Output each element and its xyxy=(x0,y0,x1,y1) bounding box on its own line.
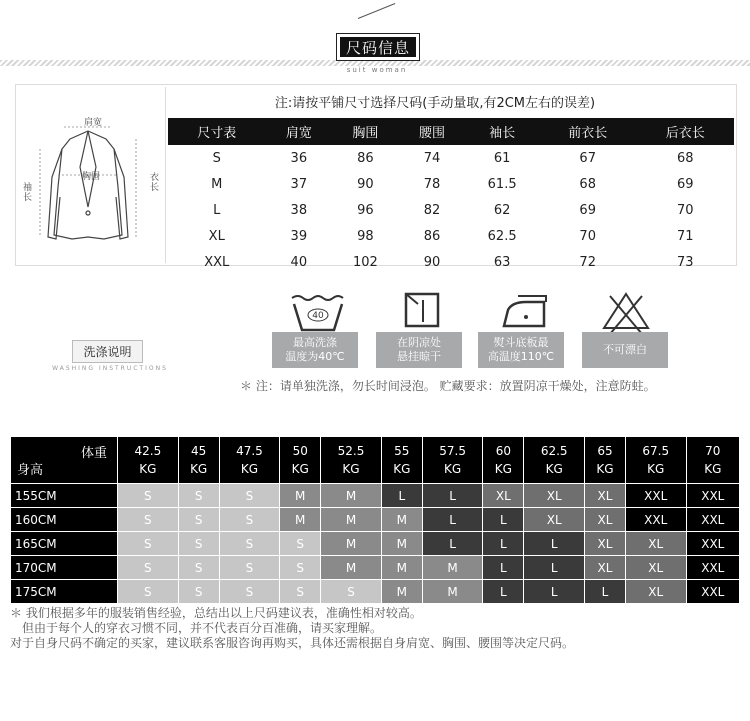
chest-label: 胸围 xyxy=(82,172,101,182)
size-table-cell: 62 xyxy=(493,202,511,218)
size-table-cell: 69 xyxy=(676,176,694,192)
size-cell: XL xyxy=(585,556,625,579)
height-row xyxy=(11,508,739,531)
size-cell: XL xyxy=(483,484,523,507)
size-cell: S xyxy=(179,532,219,555)
size-cell: S xyxy=(220,532,280,555)
weight-value: 62.5 xyxy=(540,444,568,458)
weight-unit: KG xyxy=(139,462,157,476)
weight-value: 45 xyxy=(191,444,207,458)
size-table-cell: 67 xyxy=(579,150,596,166)
weight-header xyxy=(423,437,483,483)
weight-unit: KG xyxy=(596,462,614,476)
size-cell: S xyxy=(179,580,219,603)
size-cell: S xyxy=(118,580,178,603)
size-cell: L xyxy=(382,484,422,507)
size-cell: L xyxy=(483,532,523,555)
shade-dry-box: 在阴凉处 悬挂晾干 xyxy=(376,332,462,368)
size-cell: M xyxy=(321,556,381,579)
size-cell: XL xyxy=(524,508,584,531)
size-table-cell: 98 xyxy=(357,228,374,244)
size-table-col-header: 肩宽 xyxy=(266,118,333,145)
size-cell: L xyxy=(483,508,523,531)
weight-value: 57.5 xyxy=(439,444,466,458)
height-row xyxy=(11,484,739,507)
size-table-cell: XXL xyxy=(204,254,230,270)
weight-header xyxy=(179,437,219,483)
size-cell: XL xyxy=(585,532,625,555)
size-table-col-header: 胸围 xyxy=(332,118,399,145)
size-table-col-header: 尺寸表 xyxy=(168,118,266,145)
weight-unit: KG xyxy=(190,462,208,476)
size-table-cell: M xyxy=(211,176,223,192)
size-cell: S xyxy=(179,556,219,579)
size-cell: XXL xyxy=(626,484,686,507)
weight-value: 65 xyxy=(597,444,613,458)
size-table-col-header: 后衣长 xyxy=(636,118,734,145)
size-cell: XL xyxy=(524,484,584,507)
weight-unit: KG xyxy=(393,462,411,476)
size-cell: L xyxy=(483,556,523,579)
washing-label: 洗涤说明 xyxy=(72,340,143,363)
size-table-cell: 40 xyxy=(290,254,308,270)
footer-line: 但由于每个人的穿衣习惯不同，并不代表百分百准确，请买家理解。 xyxy=(22,621,383,635)
height-label: 身高 xyxy=(17,463,44,478)
size-cell: S xyxy=(280,532,320,555)
size-cell: M xyxy=(321,532,381,555)
weight-value: 67.5 xyxy=(642,444,670,458)
weight-value: 42.5 xyxy=(134,444,162,458)
size-cell: S xyxy=(118,508,178,531)
weight-value: 52.5 xyxy=(337,444,365,458)
size-cell: XL xyxy=(626,580,686,603)
height-label-cell: 170CM xyxy=(11,556,117,579)
size-table-cell: 70 xyxy=(676,202,694,218)
weight-label: 体重 xyxy=(80,446,107,461)
footer-notes xyxy=(10,606,740,651)
size-cell: L xyxy=(423,508,483,531)
size-table-cell: L xyxy=(213,202,221,218)
washing-sublabel: WASHING INSTRUCTIONS xyxy=(52,365,168,372)
shoulder-label: 肩宽 xyxy=(84,118,103,128)
size-cell: XL xyxy=(585,508,625,531)
size-table-cell: S xyxy=(212,150,221,166)
size-cell: M xyxy=(423,580,483,603)
height-label-cell: 165CM xyxy=(11,532,117,555)
size-table-header xyxy=(168,118,734,145)
size-table-cell: 74 xyxy=(423,150,441,166)
size-table-cell: 69 xyxy=(579,202,596,218)
weight-header xyxy=(585,437,625,483)
size-table-cell: 36 xyxy=(290,150,308,166)
footer-line: 对于自身尺码不确定的买家，建议联系客服咨询再购买，具体还需根据自身肩宽、胸围、腰围等决定尺码。 xyxy=(10,636,575,650)
size-table-col-header: 袖长 xyxy=(465,118,539,145)
weight-header xyxy=(524,437,584,483)
weight-value: 47.5 xyxy=(236,444,263,458)
size-cell: XXL xyxy=(687,532,739,555)
size-cell: XXL xyxy=(687,556,739,579)
size-table-cell: 72 xyxy=(579,254,596,270)
size-cell: L xyxy=(524,532,584,555)
size-cell: M xyxy=(280,508,320,531)
section-subtitle: suit woman xyxy=(346,66,408,74)
weight-header xyxy=(118,437,178,483)
size-cell: M xyxy=(321,484,381,507)
size-table-cell: 61.5 xyxy=(487,176,517,192)
size-cell: XXL xyxy=(687,580,739,603)
size-table-cell: 68 xyxy=(676,150,694,166)
size-cell: XL xyxy=(626,532,686,555)
size-cell: L xyxy=(423,532,483,555)
weight-unit: KG xyxy=(291,462,309,476)
size-table-col-header: 前衣长 xyxy=(539,118,637,145)
footer-line: ＊ 我们根据多年的服装销售经验，总结出以上尺码建议表，准确性相对较高。 xyxy=(10,606,422,620)
size-table-cell: 70 xyxy=(579,228,596,244)
size-cell: S xyxy=(280,580,320,603)
weight-header xyxy=(687,437,739,483)
size-table-cell: 102 xyxy=(353,254,378,270)
size-cell: M xyxy=(382,508,422,531)
decor-line xyxy=(358,3,395,19)
size-table-cell: XL xyxy=(208,228,225,244)
size-table-col-header: 腰围 xyxy=(399,118,466,145)
size-cell: S xyxy=(118,556,178,579)
size-table xyxy=(168,118,734,275)
height-label-cell: 160CM xyxy=(11,508,117,531)
size-cell: M xyxy=(423,556,483,579)
height-row xyxy=(11,532,739,555)
size-cell: S xyxy=(220,556,280,579)
sleeve-label: 袖长 xyxy=(23,183,33,203)
weight-header xyxy=(626,437,686,483)
size-table-cell: 78 xyxy=(423,176,441,192)
size-cell: XXL xyxy=(626,508,686,531)
jacket-diagram xyxy=(18,87,166,263)
size-cell: M xyxy=(382,532,422,555)
weight-unit: KG xyxy=(240,462,259,476)
weight-header xyxy=(483,437,523,483)
size-cell: M xyxy=(321,508,381,531)
size-cell: M xyxy=(382,556,422,579)
weight-unit: KG xyxy=(704,462,722,476)
size-cell: S xyxy=(179,484,219,507)
size-table-cell: 71 xyxy=(676,228,694,244)
size-table-cell: 63 xyxy=(493,254,511,270)
size-table-cell: 86 xyxy=(423,228,441,244)
length-label: 衣长 xyxy=(150,173,160,193)
height-row xyxy=(11,580,739,603)
size-cell: XL xyxy=(626,556,686,579)
size-cell: S xyxy=(280,556,320,579)
weight-header xyxy=(280,437,320,483)
section-title: 尺码信息 xyxy=(340,37,416,57)
size-cell: L xyxy=(483,580,523,603)
size-table-row xyxy=(168,171,734,197)
weight-unit: KG xyxy=(342,462,360,476)
size-table-row xyxy=(168,197,734,223)
weight-unit: KG xyxy=(647,462,665,476)
weight-header xyxy=(382,437,422,483)
weight-value: 70 xyxy=(705,444,721,458)
size-cell: XXL xyxy=(687,484,739,507)
weight-unit: KG xyxy=(494,462,512,476)
wash-temp-text: 40 xyxy=(312,311,324,321)
measurement-note: 注:请按平铺尺寸选择尺码(手动量取,有2CM左右的误差) xyxy=(274,96,596,111)
size-table-cell: 82 xyxy=(423,202,441,218)
size-table-cell: 90 xyxy=(357,176,374,192)
size-table-cell: 61 xyxy=(493,150,511,166)
weight-unit: KG xyxy=(545,462,563,476)
size-table-cell: 90 xyxy=(423,254,441,270)
size-cell: S xyxy=(118,484,178,507)
weight-unit: KG xyxy=(444,462,462,476)
height-row xyxy=(11,556,739,579)
size-table-cell: 37 xyxy=(290,176,308,192)
size-cell: L xyxy=(585,580,625,603)
wash-temp-box: 最高洗涤 温度为40℃ xyxy=(272,332,358,368)
size-recommendation-table xyxy=(10,436,740,604)
size-cell: L xyxy=(524,580,584,603)
weight-value: 60 xyxy=(495,444,512,458)
size-table-cell: 86 xyxy=(357,150,374,166)
weight-header xyxy=(220,437,280,483)
care-note: ＊ 注：请单独洗涤，勿长时间浸泡。 贮藏要求：放置阴凉干燥处，注意防蛀。 xyxy=(240,379,656,393)
size-cell: XL xyxy=(585,484,625,507)
size-cell: L xyxy=(524,556,584,579)
weight-value: 55 xyxy=(394,444,410,458)
size-table-cell: 38 xyxy=(290,202,308,218)
iron-temp-box: 熨斗底板最 高温度110℃ xyxy=(478,332,564,368)
size-table-row xyxy=(168,145,734,171)
size-table-cell: 68 xyxy=(579,176,596,192)
size-cell: L xyxy=(423,484,483,507)
size-cell: S xyxy=(220,580,280,603)
size-table-cell: 96 xyxy=(357,202,374,218)
size-cell: S xyxy=(220,484,280,507)
size-cell: M xyxy=(280,484,320,507)
size-cell: S xyxy=(220,508,280,531)
size-cell: XXL xyxy=(687,508,739,531)
size-table-cell: 39 xyxy=(290,228,308,244)
size-cell: S xyxy=(321,580,381,603)
height-label-cell: 155CM xyxy=(11,484,117,507)
size-cell: S xyxy=(179,508,219,531)
size-cell: S xyxy=(118,532,178,555)
size-table-cell: 73 xyxy=(676,254,694,270)
weight-height-corner xyxy=(11,437,117,483)
size-table-row xyxy=(168,223,734,249)
size-table-row xyxy=(168,249,734,275)
size-table-cell: 62.5 xyxy=(487,228,517,244)
no-bleach-box: 不可漂白 xyxy=(582,332,668,368)
height-label-cell: 175CM xyxy=(11,580,117,603)
weight-header xyxy=(321,437,381,483)
section-title-box xyxy=(336,33,420,61)
weight-value: 50 xyxy=(292,444,308,458)
size-cell: M xyxy=(382,580,422,603)
